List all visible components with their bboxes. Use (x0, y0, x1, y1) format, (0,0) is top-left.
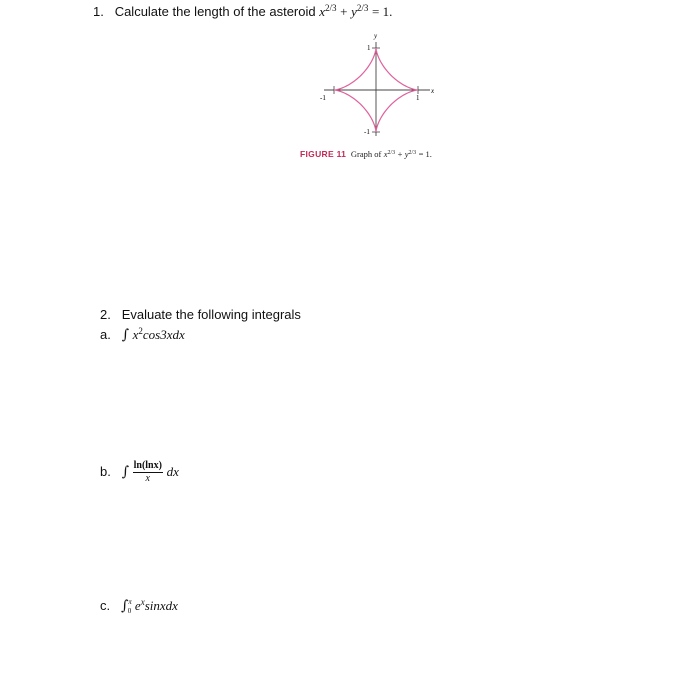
question-1 (93, 4, 392, 20)
integral-b-tail: dx (166, 463, 179, 479)
tick-label-bottom: -1 (364, 128, 370, 136)
integral-c-exp: x (140, 597, 145, 607)
caption-exp1: 2/3 (387, 150, 396, 156)
question-2 (100, 307, 301, 323)
integral-c-label: c. (100, 598, 111, 613)
integral-c-lower: 0 (127, 607, 132, 615)
q1-eq-y: y (351, 4, 357, 19)
integral-b-label: b. (100, 463, 111, 479)
astroid-graph (318, 30, 438, 145)
axis-y-label: y (374, 32, 378, 40)
integral-a-label: a. (100, 327, 111, 342)
caption-plus: + (397, 149, 403, 159)
caption-label: FIGURE 11 (300, 149, 347, 159)
axis-x-label: x (431, 87, 435, 95)
integral-c (100, 598, 178, 614)
integral-c-rest: sinxdx (144, 598, 178, 613)
integral-a-exp: 2 (138, 326, 143, 336)
integral-a-rest: cos3xdx (142, 327, 185, 342)
caption-text: Graph of (350, 149, 382, 159)
integral-a-sign: ∫ (121, 327, 129, 343)
integral-a (100, 327, 185, 343)
integral-b-numerator: ln(lnx) (133, 460, 162, 471)
integral-a-x: x (132, 327, 139, 342)
integral-c-sign: ∫ (120, 598, 129, 614)
question-2-text: Evaluate the following integrals (121, 307, 301, 322)
q1-eq-exp2: 2/3 (356, 3, 369, 13)
integral-b-sign: ∫ (121, 463, 129, 480)
integral-c-upper: π (128, 598, 132, 606)
figure-caption (300, 149, 432, 159)
integral-b (100, 460, 179, 485)
q1-eq-exp1: 2/3 (325, 3, 337, 13)
integral-b-fraction (133, 460, 163, 485)
q1-eq-x: x (319, 4, 326, 19)
tick-label-right: 1 (416, 94, 420, 102)
question-1-number: 1. (93, 4, 104, 19)
tick-label-left: -1 (320, 94, 326, 102)
q1-eq-plus: + (340, 4, 348, 19)
tick-label-top: 1 (367, 44, 371, 52)
q1-eq-end: = 1. (372, 4, 393, 19)
caption-x: x (383, 149, 388, 159)
caption-y: y (404, 149, 409, 159)
question-2-number: 2. (100, 307, 111, 322)
integral-b-denominator: x (145, 473, 150, 484)
question-1-text: Calculate the length of the asteroid (114, 4, 316, 19)
caption-exp2: 2/3 (408, 150, 417, 156)
caption-end: = 1. (418, 149, 432, 159)
integral-c-e: e (134, 598, 141, 613)
